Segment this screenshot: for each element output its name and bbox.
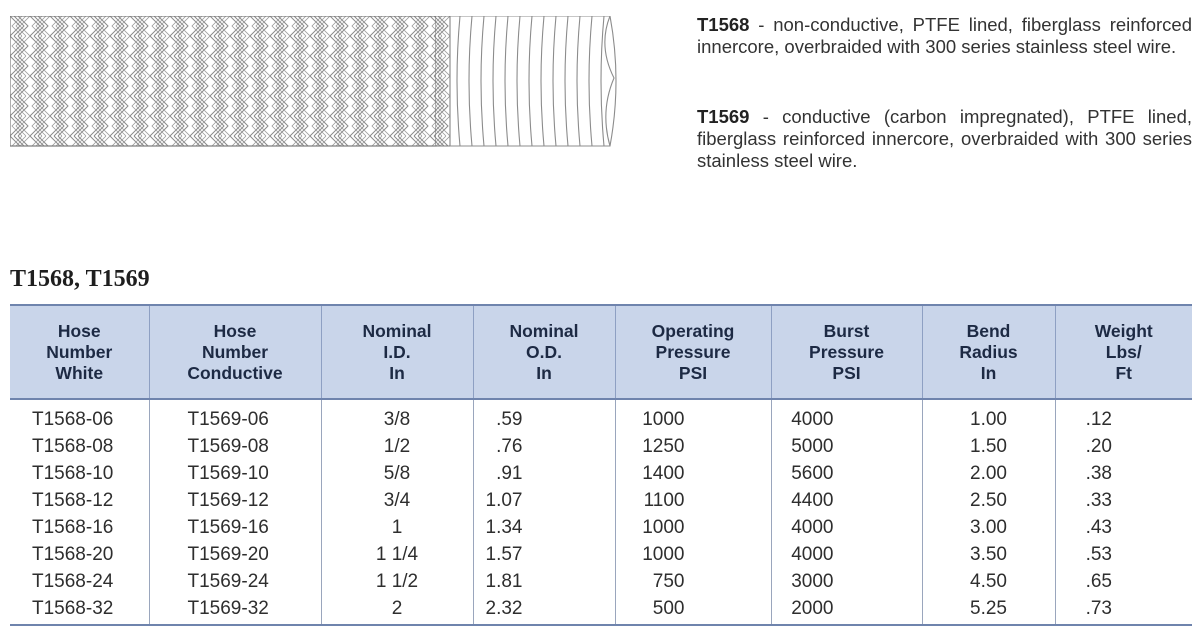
table-cell: 500	[615, 595, 771, 625]
table-cell: T1569-32	[149, 595, 321, 625]
table-cell: T1569-12	[149, 487, 321, 514]
table-cell: 1/2	[321, 433, 473, 460]
table-cell: .33	[1055, 487, 1192, 514]
table-body	[10, 399, 1192, 625]
table-cell: 4000	[771, 399, 922, 433]
table-cell: T1568-32	[10, 595, 149, 625]
hose-spec-table	[10, 304, 1192, 626]
innercore-section	[450, 16, 616, 146]
table-cell: 1.50	[922, 433, 1055, 460]
table-cell: 3.00	[922, 514, 1055, 541]
col-header-hose-number-white: Hose Number White	[10, 305, 149, 399]
hose-description-text: - non-conductive, PTFE lined, fiberglass reinforced innercore, overbraided with 300 series stainless steel wire.	[697, 14, 1192, 57]
table-cell: 4000	[771, 541, 922, 568]
table-cell: 1000	[615, 514, 771, 541]
table-cell: 3.50	[922, 541, 1055, 568]
table-cell: 1.07	[473, 487, 615, 514]
hose-description-t1568	[697, 14, 1192, 58]
table-cell: .91	[473, 460, 615, 487]
table-cell: .12	[1055, 399, 1192, 433]
table-cell: 2	[321, 595, 473, 625]
table-cell: 750	[615, 568, 771, 595]
table-cell: .43	[1055, 514, 1192, 541]
table-cell: 3/8	[321, 399, 473, 433]
table-cell: 1250	[615, 433, 771, 460]
table-cell: T1568-20	[32, 544, 114, 565]
table-cell: 3000	[771, 568, 922, 595]
col-header-operating-pressure: Operating Pressure PSI	[615, 305, 771, 399]
table-cell: T1568-24	[32, 571, 114, 592]
table-cell: 2.50	[922, 487, 1055, 514]
hose-code: T1569	[697, 106, 750, 127]
table-row	[10, 568, 1192, 595]
col-header-weight: Weight Lbs/ Ft	[1055, 305, 1192, 399]
table-row	[10, 399, 1192, 433]
table-cell: 1.81	[473, 568, 615, 595]
col-header-nominal-od: Nominal O.D. In	[473, 305, 615, 399]
table-cell: T1568-16	[32, 517, 114, 538]
col-header-burst-pressure: Burst Pressure PSI	[771, 305, 922, 399]
table-cell: .59	[473, 399, 615, 433]
table-cell: .53	[1055, 541, 1192, 568]
hose-description-text: - conductive (carbon impregnated), PTFE lined, fiberglass reinforced innercore, overbraided with 300 series stainless steel wire.	[697, 106, 1192, 171]
table-cell: .38	[1055, 460, 1192, 487]
table-cell: .73	[1055, 595, 1192, 625]
section-title: T1568, T1569	[10, 266, 150, 292]
table-cell: 1.00	[922, 399, 1055, 433]
braid-section	[10, 16, 450, 146]
table-cell: 2.32	[473, 595, 615, 625]
table-cell: 1 1/4	[321, 541, 473, 568]
table-cell: T1569-08	[149, 433, 321, 460]
table-cell: 5600	[771, 460, 922, 487]
table-cell: 1000	[615, 541, 771, 568]
table-row	[10, 541, 1192, 568]
table-cell: 1100	[615, 487, 771, 514]
hose-code: T1568	[697, 14, 750, 35]
table-cell: T1569-24	[149, 568, 321, 595]
table-row	[10, 595, 1192, 625]
table-cell: T1568-06	[32, 409, 114, 430]
braided-hose-illustration	[10, 16, 630, 156]
col-header-nominal-id: Nominal I.D. In	[321, 305, 473, 399]
table-cell: 2000	[771, 595, 922, 625]
table-header-row	[10, 305, 1192, 399]
table-cell: 4000	[771, 514, 922, 541]
table-cell: 1	[321, 514, 473, 541]
table-cell: 1.34	[473, 514, 615, 541]
table-cell: 4400	[771, 487, 922, 514]
table-cell: 1.57	[473, 541, 615, 568]
table-cell: .76	[473, 433, 615, 460]
table-cell: T1568-12	[32, 490, 114, 511]
table-cell: T1568-10	[32, 463, 114, 484]
table-cell: .65	[1055, 568, 1192, 595]
table-row	[10, 433, 1192, 460]
table-cell: 4.50	[922, 568, 1055, 595]
table-cell: 2.00	[922, 460, 1055, 487]
table-row	[10, 460, 1192, 487]
table-cell: 1400	[615, 460, 771, 487]
table-row	[10, 514, 1192, 541]
table-cell: T1569-06	[149, 399, 321, 433]
table-row	[10, 487, 1192, 514]
col-header-bend-radius: Bend Radius In	[922, 305, 1055, 399]
col-header-hose-number-conductive: Hose Number Conductive	[149, 305, 321, 399]
table-cell: 5/8	[321, 460, 473, 487]
table-cell: 1 1/2	[321, 568, 473, 595]
table-cell: T1569-20	[149, 541, 321, 568]
table-cell: 3/4	[321, 487, 473, 514]
table-cell: .20	[1055, 433, 1192, 460]
table-cell: T1568-08	[32, 436, 114, 457]
table-cell: 5000	[771, 433, 922, 460]
hose-description-t1569	[697, 106, 1192, 172]
table-cell: T1569-10	[149, 460, 321, 487]
table-cell: 5.25	[922, 595, 1055, 625]
table-cell: 1000	[615, 399, 771, 433]
table-cell: T1569-16	[149, 514, 321, 541]
